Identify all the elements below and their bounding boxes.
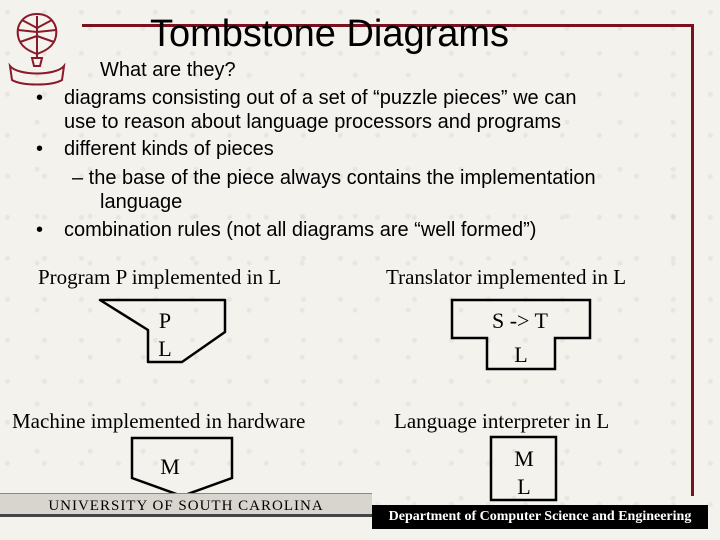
department-footer: Department of Computer Science and Engineering <box>372 505 708 529</box>
sub-bullet-item: – the base of the piece always contains the implementation <box>72 167 596 189</box>
bullet-item: different kinds of pieces <box>64 138 274 160</box>
bullet-dot: • <box>36 138 44 160</box>
translator-top-label: S -> T <box>491 308 548 333</box>
interpreter-top-label: M <box>514 446 534 471</box>
translator-bottom-label: L <box>514 342 528 367</box>
translator-caption: Translator implemented in L <box>386 265 627 289</box>
interpreter-caption: Language interpreter in L <box>394 409 610 433</box>
bullet-item: combination rules (not all diagrams are “well formed”) <box>64 219 537 241</box>
bullet-dot: • <box>36 219 44 241</box>
program-bottom-label: L <box>158 336 172 361</box>
bullet-dot: • <box>36 87 44 109</box>
slide-subtitle: What are they? <box>100 59 236 81</box>
machine-caption: Machine implemented in hardware <box>12 409 306 433</box>
bullet-item-continuation: use to reason about language processors and programs <box>64 111 561 133</box>
slide-title: Tombstone Diagrams <box>150 13 510 55</box>
university-footer: UNIVERSITY OF SOUTH CAROLINA <box>0 493 372 517</box>
sub-bullet-item-continuation: language <box>100 191 183 213</box>
program-caption: Program P implemented in L <box>38 265 282 289</box>
program-top-label: P <box>158 308 172 333</box>
machine-label: M <box>160 454 180 479</box>
bullet-item: diagrams consisting out of a set of “puzzle pieces” we can <box>64 87 577 109</box>
interpreter-bottom-label: L <box>517 474 531 499</box>
